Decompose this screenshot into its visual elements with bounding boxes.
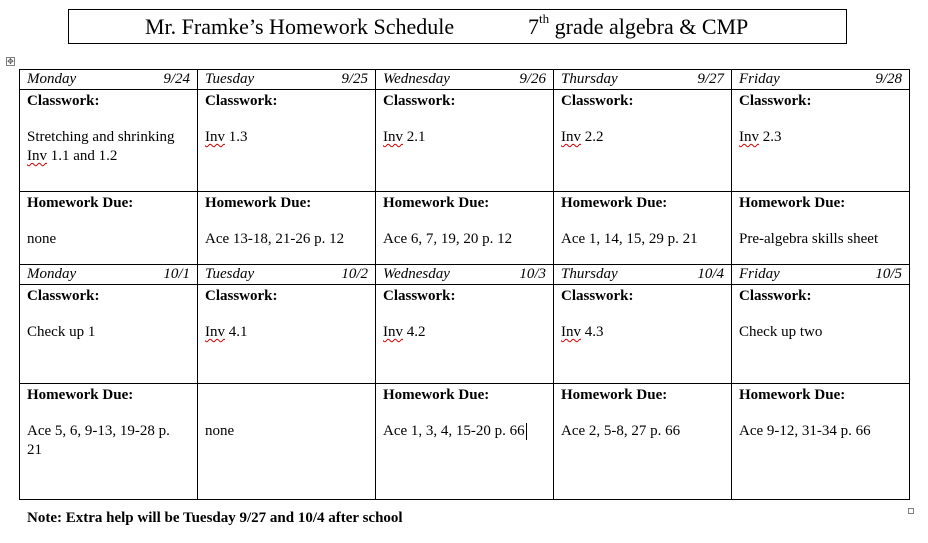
text-span: Inv — [561, 324, 581, 340]
week2-classwork-row — [20, 285, 910, 384]
classwork-text — [561, 128, 731, 147]
day-header — [732, 265, 910, 285]
classwork-text — [383, 128, 553, 147]
homework-text: Ace 6, 7, 19, 20 p. 12 — [383, 231, 513, 247]
homework-cell[interactable] — [198, 192, 376, 265]
week1-header-row — [20, 70, 910, 90]
schedule-table — [19, 69, 910, 500]
title-grade — [528, 10, 748, 43]
homework-text: Ace 9-12, 31-34 p. 66 — [739, 423, 871, 439]
text-span: Thursday — [561, 71, 618, 87]
text-span: Thursday — [561, 266, 618, 282]
classwork-cell[interactable] — [376, 285, 554, 384]
text-span: Classwork: — [383, 288, 456, 304]
week1-homework-row — [20, 192, 910, 265]
classwork-cell[interactable] — [20, 90, 198, 192]
classwork-text — [205, 323, 375, 342]
document-title — [68, 9, 847, 44]
classwork-cell[interactable] — [554, 90, 732, 192]
text-span: 9/27 — [697, 71, 724, 87]
day-header — [376, 265, 554, 285]
text-span: Classwork: — [27, 288, 100, 304]
homework-text: Ace 13-18, 21-26 p. 12 — [205, 231, 345, 247]
text-span: Homework Due: — [739, 387, 846, 403]
text-span: Ace 1, 3, 4, 15-20 p. 66 — [383, 423, 525, 439]
homework-text — [383, 422, 553, 441]
homework-cell[interactable] — [20, 192, 198, 265]
classwork-cell[interactable] — [732, 90, 910, 192]
day-header — [20, 265, 198, 285]
text-span: 9/26 — [519, 71, 546, 87]
day-header — [554, 70, 732, 90]
text-span: Wednesday — [383, 71, 450, 87]
text-span: 10/4 — [697, 266, 724, 282]
text-span: Inv — [383, 324, 403, 340]
text-span: Classwork: — [27, 93, 100, 109]
homework-cell[interactable] — [20, 384, 198, 500]
classwork-text — [561, 323, 731, 342]
homework-cell[interactable] — [376, 384, 554, 500]
homework-cell[interactable] — [198, 384, 376, 500]
text-span: Inv — [383, 129, 403, 145]
text-span: 4.1 — [225, 324, 248, 340]
footer-note: Note: Extra help will be Tuesday 9/27 and 10/4 after school — [27, 510, 403, 526]
day-header — [198, 265, 376, 285]
classwork-cell[interactable] — [198, 90, 376, 192]
text-span: 4.2 — [403, 324, 426, 340]
classwork-text — [739, 128, 909, 147]
table-resize-handle-icon[interactable] — [908, 508, 914, 514]
text-span: Homework Due: — [27, 195, 134, 211]
text-span: Inv — [205, 129, 225, 145]
text-span: Homework Due: — [383, 195, 490, 211]
text-span: 1.1 and 1.2 — [47, 148, 118, 164]
classwork-cell[interactable] — [376, 90, 554, 192]
text-span: 10/3 — [519, 266, 546, 282]
text-span: Tuesday — [205, 71, 255, 87]
text-span: 10/5 — [875, 266, 902, 282]
text-span: Stretching and shrinking — [27, 129, 175, 145]
text-span: 9/28 — [875, 71, 902, 87]
text-span: Inv — [205, 324, 225, 340]
text-span: Friday — [739, 266, 780, 282]
text-span: 1.3 — [225, 129, 248, 145]
homework-cell[interactable] — [732, 384, 910, 500]
text-span: Classwork: — [205, 93, 278, 109]
text-span: 10/2 — [341, 266, 368, 282]
text-span: Classwork: — [739, 288, 812, 304]
text-span: Homework Due: — [561, 387, 668, 403]
day-header — [198, 70, 376, 90]
text-span: Monday — [27, 71, 77, 87]
text-span: Homework Due: — [383, 387, 490, 403]
text-span: 4.3 — [581, 324, 604, 340]
text-span: Tuesday — [205, 266, 255, 282]
text-span: th — [539, 11, 550, 26]
homework-text — [27, 422, 197, 460]
classwork-text: Check up two — [739, 324, 823, 340]
text-span: Classwork: — [205, 288, 278, 304]
text-span: Ace 5, 6, 9-13, 19-28 p. — [27, 423, 170, 439]
homework-text: Ace 2, 5-8, 27 p. 66 — [561, 423, 681, 439]
text-span: Monday — [27, 266, 77, 282]
classwork-cell[interactable] — [554, 285, 732, 384]
text-span: Homework Due: — [739, 195, 846, 211]
homework-text: none — [205, 423, 235, 439]
homework-cell[interactable] — [554, 192, 732, 265]
classwork-text — [27, 128, 197, 166]
week2-homework-row — [20, 384, 910, 500]
text-span: Homework Due: — [205, 195, 312, 211]
text-span: 10/1 — [163, 266, 190, 282]
day-header — [20, 70, 198, 90]
classwork-text: Check up 1 — [27, 324, 96, 340]
classwork-cell[interactable] — [198, 285, 376, 384]
classwork-text — [205, 128, 375, 147]
homework-text: none — [27, 231, 57, 247]
text-span: 2.1 — [403, 129, 426, 145]
text-span: Classwork: — [739, 93, 812, 109]
classwork-cell[interactable] — [20, 285, 198, 384]
text-span: 7 — [528, 14, 539, 39]
classwork-cell[interactable] — [732, 285, 910, 384]
text-span: Inv — [739, 129, 759, 145]
text-span: 21 — [27, 442, 42, 458]
homework-cell[interactable] — [554, 384, 732, 500]
text-span: 9/24 — [163, 71, 190, 87]
text-span: 2.3 — [759, 129, 782, 145]
text-span: Homework Due: — [27, 387, 134, 403]
day-header — [554, 265, 732, 285]
text-span: Homework Due: — [561, 195, 668, 211]
title-text: Mr. Framke’s Homework Schedule — [145, 14, 455, 39]
homework-text: Pre-algebra skills sheet — [739, 231, 879, 247]
homework-cell[interactable] — [732, 192, 910, 265]
day-header — [732, 70, 910, 90]
classwork-text — [383, 323, 553, 342]
week1-classwork-row — [20, 90, 910, 192]
text-cursor — [526, 423, 527, 440]
text-span: 9/25 — [341, 71, 368, 87]
table-move-handle-icon[interactable]: ✥ — [7, 57, 14, 66]
week2-header-row — [20, 265, 910, 285]
homework-cell[interactable] — [376, 192, 554, 265]
text-span: Classwork: — [383, 93, 456, 109]
day-header — [376, 70, 554, 90]
text-span: Inv — [27, 148, 47, 164]
text-span: grade algebra & CMP — [549, 14, 749, 39]
text-span: Wednesday — [383, 266, 450, 282]
text-span: Inv — [561, 129, 581, 145]
text-span: 2.2 — [581, 129, 604, 145]
text-span: Classwork: — [561, 288, 634, 304]
homework-text: Ace 1, 14, 15, 29 p. 21 — [561, 231, 698, 247]
text-span: Friday — [739, 71, 780, 87]
text-span: Classwork: — [561, 93, 634, 109]
